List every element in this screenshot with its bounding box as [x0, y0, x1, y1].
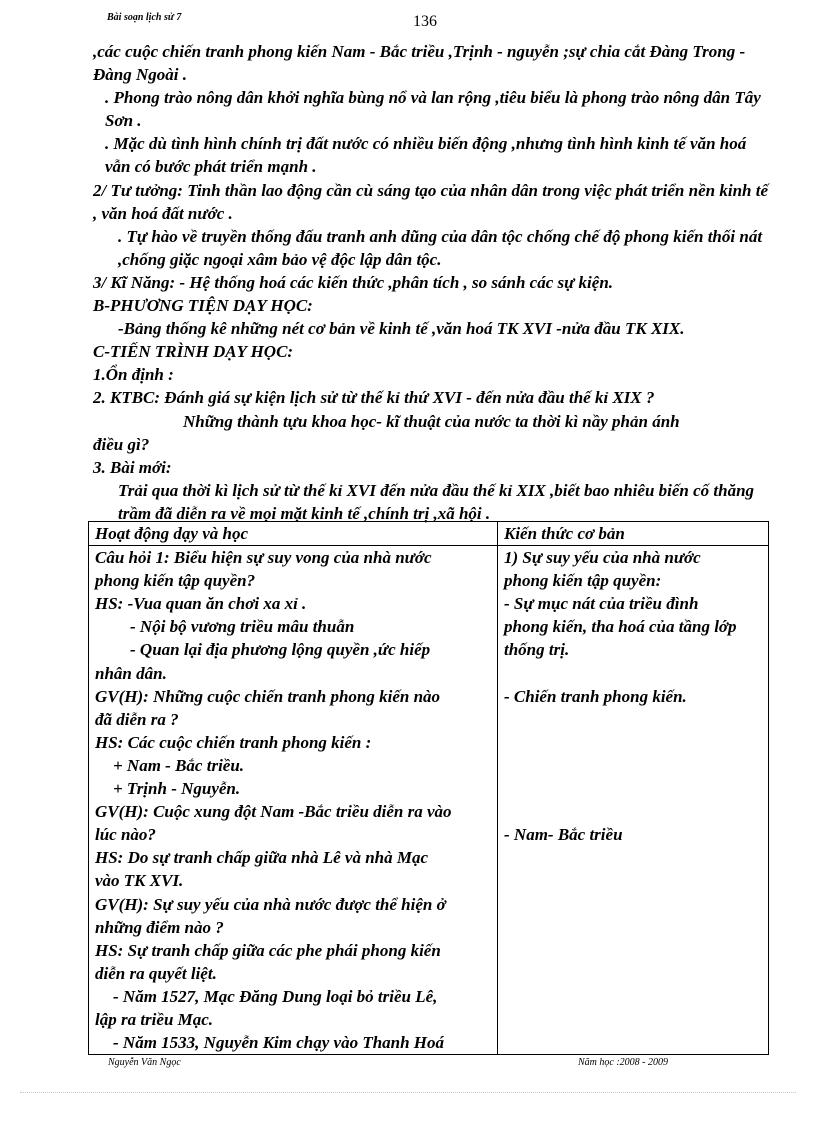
section-heading-c: C-TIẾN TRÌNH DẠY HỌC: — [93, 342, 294, 362]
table-row — [89, 546, 769, 1055]
table-line: - Chiến tranh phong kiến. — [504, 686, 687, 706]
table-line: diễn ra quyết liệt. — [95, 963, 217, 983]
paragraph: ,các cuộc chiến tranh phong kiến Nam - Bắc triều ,Trịnh - nguyễn ;sự chia cắt Đàng Trong - Đàng Ngoài . — [93, 42, 746, 85]
table-line: + Trịnh - Nguyễn. — [113, 779, 241, 799]
table-line: nhân dân. — [95, 663, 167, 683]
table-line: 1) Sự suy yếu của nhà nước — [504, 548, 701, 568]
step-2: 2. KTBC: Đánh giá sự kiện lịch sử từ thế kỉ thứ XVI - đến nửa đầu thế kỉ XIX ? — [93, 388, 655, 408]
table-line: - Năm 1527, Mạc Đăng Dung loại bỏ triều Lê, — [113, 986, 438, 1006]
lesson-table — [88, 521, 769, 1055]
intro-paragraph: Trải qua thời kì lịch sử từ thế kỉ XVI đến nửa đầu thế kỉ XIX ,biết bao nhiêu biến cố thăng trầm đã diễn ra về mọi mặt kinh tế ,chính trị ,xã hội . — [118, 480, 755, 523]
page-number: 136 — [413, 13, 437, 30]
table-line: lập ra triều Mạc. — [95, 1009, 214, 1029]
table-line: HS: -Vua quan ăn chơi xa xỉ . — [95, 594, 307, 614]
table-line: - Quan lại địa phương lộng quyền ,ức hiếp — [130, 640, 431, 660]
spacer — [504, 708, 762, 731]
spacer — [504, 800, 762, 823]
table-line: GV(H): Những cuộc chiến tranh phong kiến nào — [95, 686, 441, 706]
table-line: HS: Do sự tranh chấp giữa nhà Lê và nhà Mạc — [95, 848, 429, 868]
table-line: phong kiến tập quyền: — [504, 571, 662, 591]
spacer — [504, 731, 762, 754]
step-2-question: Những thành tựu khoa học- kĩ thuật của nước ta thời kì nầy phản ánh — [183, 411, 680, 431]
lesson-body — [93, 40, 773, 525]
step-1: 1.Ổn định : — [93, 365, 174, 385]
table-line: phong kiến, tha hoá của tầng lớp — [504, 617, 737, 637]
table-line: GV(H): Sự suy yếu của nhà nước được thể hiện ở — [95, 894, 446, 914]
table-line: những điểm nào ? — [95, 917, 224, 937]
section-heading-b: B-PHƯƠNG TIỆN DẠY HỌC: — [93, 296, 313, 316]
paragraph: . Phong trào nông dân khởi nghĩa bùng nổ và lan rộng ,tiêu biểu là phong trào nông dân Tây Sơn . — [105, 88, 761, 131]
table-header-row — [89, 522, 769, 546]
table-line: HS: Các cuộc chiến tranh phong kiến : — [95, 732, 372, 752]
table-line: - Nội bộ vương triều mâu thuẫn — [130, 617, 355, 637]
paragraph: . Tự hào về truyền thống đấu tranh anh dũng của dân tộc chống chế độ phong kiến thối nát ,chống giặc ngoại xâm bảo vệ độc lập dân tộc. — [118, 226, 763, 269]
footer-author: Nguyễn Văn Ngọc — [108, 1057, 181, 1068]
table-line: GV(H): Cuộc xung đột Nam -Bắc triều diễn ra vào — [95, 802, 452, 822]
step-3: 3. Bài mới: — [93, 457, 172, 477]
table-header-activities: Hoạt động dạy và học — [89, 522, 498, 546]
table-line: - Năm 1533, Nguyễn Kim chạy vào Thanh Hoá — [113, 1033, 445, 1053]
paragraph: . Mặc dù tình hình chính trị đất nước có nhiều biến động ,nhưng tình hình kinh tế văn hoá vẫn có bước phát triển mạnh . — [105, 134, 747, 177]
table-line: lúc nào? — [95, 825, 156, 845]
activities-cell — [89, 546, 498, 1055]
spacer — [504, 754, 762, 777]
section-thinking: 2/ Tư tưởng: Tinh thần lao động cần cù sáng tạo của nhân dân trong việc phát triển nền kinh tế , văn hoá đất nước . — [93, 180, 768, 223]
table-line: Câu hỏi 1: Biểu hiện sự suy vong của nhà nước — [95, 548, 432, 568]
table-line: - Sự mục nát của triều đình — [504, 594, 699, 614]
table-line: + Nam - Bắc triều. — [113, 755, 245, 775]
step-2-question-cont: điều gì? — [93, 434, 150, 454]
section-skills: 3/ Kĩ Năng: - Hệ thống hoá các kiến thức ,phân tích , so sánh các sự kiện. — [93, 272, 614, 292]
knowledge-cell — [498, 546, 769, 1055]
table-line: - Nam- Bắc triều — [504, 825, 623, 845]
table-line: vào TK XVI. — [95, 871, 184, 891]
table-line: phong kiến tập quyền? — [95, 571, 256, 591]
paragraph: -Bảng thống kê những nét cơ bản về kinh tế ,văn hoá TK XVI -nửa đầu TK XIX. — [118, 319, 685, 339]
footer-school-year: Năm học :2008 - 2009 — [578, 1057, 668, 1068]
table-line: thống trị. — [504, 640, 570, 660]
table-header-knowledge: Kiến thức cơ bản — [498, 522, 769, 546]
table-line: HS: Sự tranh chấp giữa các phe phái phong kiến — [95, 940, 441, 960]
spacer — [504, 777, 762, 800]
spacer — [504, 662, 762, 685]
header-document-title: Bài soạn lịch sử 7 — [107, 12, 182, 23]
page-bottom-rule — [20, 1092, 796, 1093]
table-line: đã diễn ra ? — [95, 709, 179, 729]
